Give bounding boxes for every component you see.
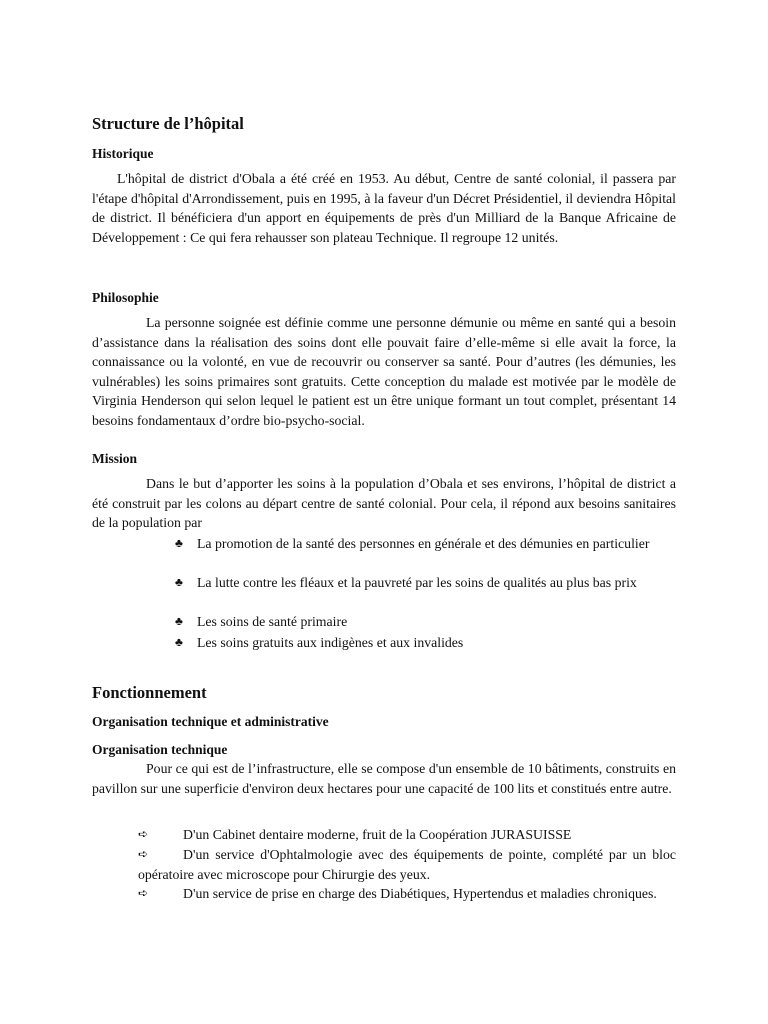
club-suit-icon: ♣ [175, 614, 183, 628]
paragraph-philosophie: La personne soignée est définie comme une personne démunie ou même en santé qui a besoin d’assistance dans la réalisation des soins dont elle pouvait faire d’elle-même si elle avait la force, la connaissance ou la volonté, en vue de recouvrir ou conserver sa santé. Pour d’autres (les démunies, les vulnérables) les soins primaires sont gratuits. Cette conception du malade est motivée par le modèle de Virginia Henderson qui selon lequel le patient est un être unique formant un tout complet, présentant 14 besoins fondamentaux d’ordre bio-psycho-social. [92, 315, 676, 428]
pointing-arrow-icon: ➪ [138, 827, 149, 841]
club-suit-icon: ♣ [175, 635, 183, 649]
mission-list-item: La promotion de la santé des personnes en générale et des démunies en particulier [197, 536, 650, 551]
infrastructure-list-item: D'un service d'Ophtalmologie avec des équipements de pointe, complété par un bloc opératoire avec microscope pour Chirurgie des yeux. [138, 847, 676, 882]
mission-list-item: Les soins gratuits aux indigènes et aux invalides [197, 635, 464, 650]
section-title-structure: Structure de l’hôpital [92, 114, 244, 133]
paragraph-historique: L'hôpital de district d'Obala a été créé en 1953. Au début, Centre de santé colonial, il passera par l'étape d'hôpital d'Arrondissement, puis en 1995, à la faveur d'un Décret Présidentiel, il deviendra Hôpital de district. Il bénéficiera d'un apport en équipements de près d'un Milliard de la Banque Africaine de Développement : Ce qui fera rehausser son plateau Technique. Il regroupe 12 unités. [92, 171, 676, 245]
heading-historique: Historique [92, 146, 154, 161]
heading-philosophie: Philosophie [92, 290, 159, 305]
infrastructure-list-item: D'un service de prise en charge des Diabétiques, Hypertendus et maladies chroniques. [183, 886, 657, 901]
pointing-arrow-icon: ➪ [138, 847, 149, 861]
mission-list-item: La lutte contre les fléaux et la pauvreté par les soins de qualités au plus bas prix [197, 575, 637, 590]
heading-mission: Mission [92, 451, 138, 466]
mission-list-item: Les soins de santé primaire [197, 614, 348, 629]
club-suit-icon: ♣ [175, 575, 183, 589]
paragraph-organisation-technique: Pour ce qui est de l’infrastructure, elle se compose d'un ensemble de 10 bâtiments, construits en pavillon sur une superficie d'environ deux hectares pour une capacité de 100 lits et constitués entre autre. [92, 761, 676, 796]
club-suit-icon: ♣ [175, 536, 183, 550]
heading-organisation-technique: Organisation technique [92, 742, 228, 757]
pointing-arrow-icon: ➪ [138, 886, 149, 900]
heading-organisation-technique-administrative: Organisation technique et administrative [92, 714, 329, 729]
infrastructure-list-item: D'un Cabinet dentaire moderne, fruit de la Coopération JURASUISSE [183, 827, 572, 842]
paragraph-mission: Dans le but d’apporter les soins à la population d’Obala et ses environs, l’hôpital de district a été construit par les colons au départ centre de santé colonial. Pour cela, il répond aux besoins sanitaires de la population par [92, 476, 676, 530]
section-title-fonctionnement: Fonctionnement [92, 683, 207, 702]
